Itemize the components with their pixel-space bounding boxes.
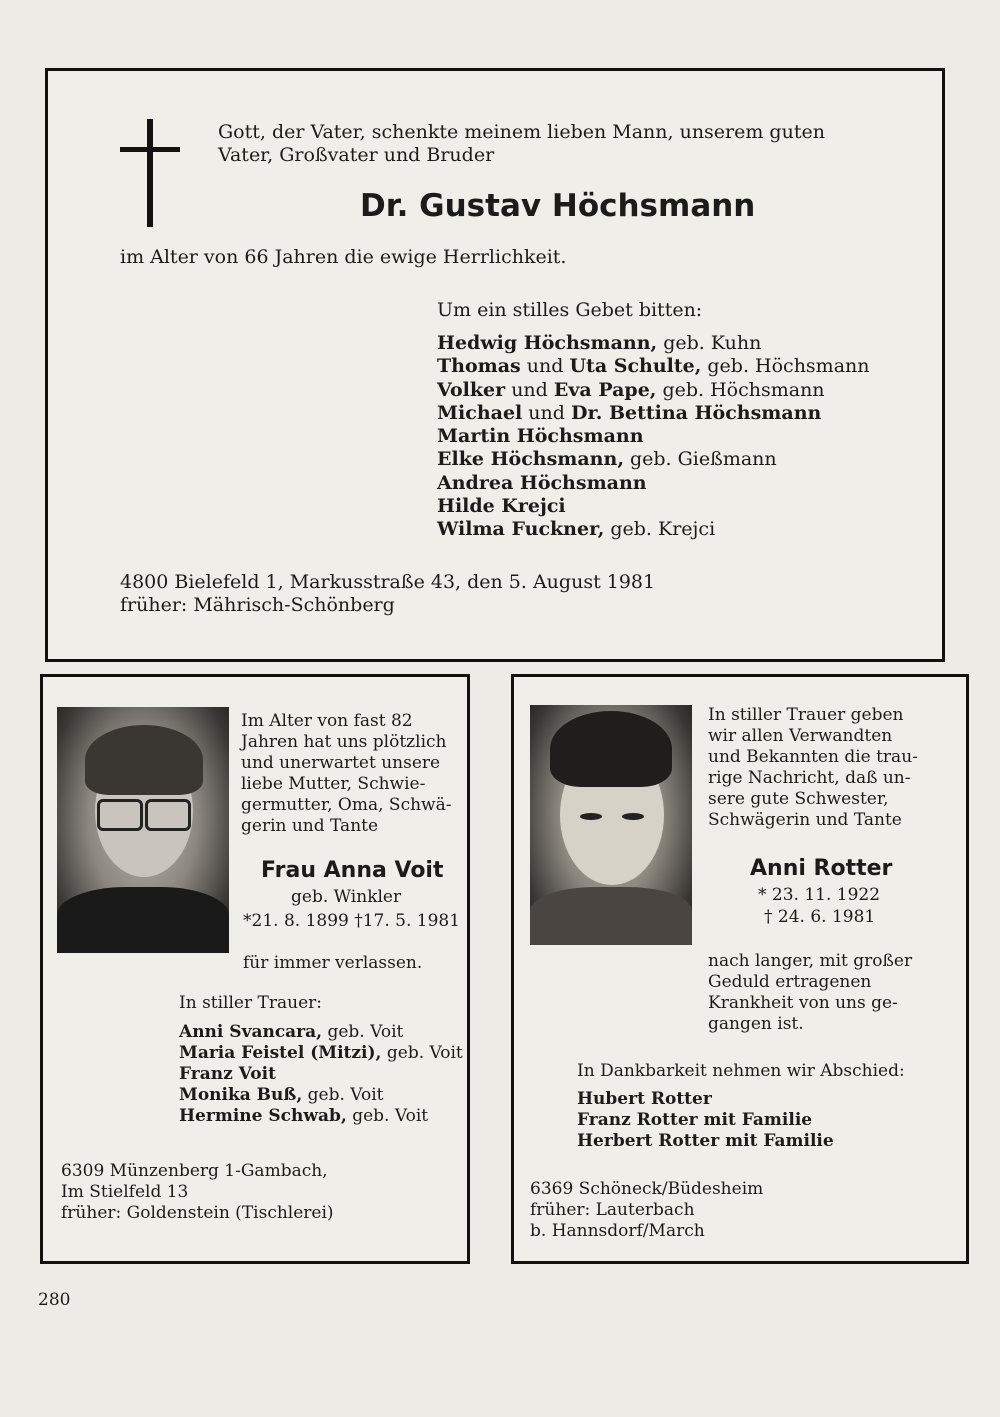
mourner-name: Anni Svancara, [179,1022,323,1042]
mourner-name: Uta Schulte, [569,355,702,378]
mourner-name: Eva Pape, [553,378,657,401]
page-number: 280 [38,1290,71,1310]
intro-line-1: Gott, der Vater, schenkte meinem lieben Mann, unserem guten [218,121,825,143]
mourner [179,1085,463,1106]
maiden-name: geb. Winkler [291,887,402,907]
mourner [437,402,870,425]
mourner-note: und [520,355,570,378]
mourner [437,379,870,402]
after-text: nach langer, mit großer Geduld ertragenen Krankheit von uns ge- gangen ist. [708,951,913,1034]
mourner: Herbert Rotter mit Familie [577,1131,834,1151]
mourner [179,1043,463,1064]
address-line-2: früher: Mährisch-Schönberg [120,594,395,616]
mourner-name: Thomas [437,355,521,378]
mourner-name: Elke Höchsmann, [437,448,624,471]
death-date: † 24. 6. 1981 [764,907,876,927]
mourner-note: geb. Gießmann [623,448,777,471]
notice-text: Im Alter von fast 82 Jahren hat uns plötzlich und unerwartet unsere liebe Mutter, Schwie- germutter, Oma, Schwä- gerin und Tante [241,711,452,836]
mourner-note: geb. Höchsmann [656,378,825,401]
mourner-note: geb. Höchsmann [701,355,870,378]
mourner [179,1064,463,1085]
birth-date: * 23. 11. 1922 [758,885,881,905]
mourner-note: und [522,401,571,424]
address: 6309 Münzenberg 1-Gambach, Im Stielfeld 13 früher: Goldenstein (Tischlerei) [61,1161,334,1223]
mourner-name: Hedwig Höchsmann, [437,332,658,354]
mourner-name: Monika Buß, [179,1085,303,1105]
mourner-name: Franz Voit [179,1064,276,1084]
intro-line-2: Vater, Großvater und Bruder [218,144,495,166]
mourner [179,1106,463,1127]
mourner-note: geb. Voit [322,1022,404,1042]
mourner-name: Hermine Schwab, [179,1106,347,1126]
mourner-list [179,1022,463,1127]
mourner-name: Volker [437,378,506,401]
left-obituary [40,674,470,1264]
mourner-name: Hilde Krejci [437,495,566,518]
mourner-name: Martin Höchsmann [437,425,644,448]
age-line: im Alter von 66 Jahren die ewige Herrlichkeit. [120,246,567,268]
mourner-name: Michael [437,401,523,424]
mourner [437,332,870,355]
address: 6369 Schöneck/Büdesheim früher: Lauterbach b. Hannsdorf/March [530,1179,764,1241]
mourner-note: geb. Voit [381,1043,463,1063]
mourner [437,355,870,378]
cross-icon [120,119,180,227]
portrait-photo [530,705,692,945]
farewell-heading: In Dankbarkeit nehmen wir Abschied: [577,1061,905,1081]
mourner [179,1022,463,1043]
portrait-photo [57,707,229,953]
mourner-name: Wilma Fuckner, [437,518,605,541]
mourner [437,495,870,518]
mourning-heading: In stiller Trauer: [179,993,322,1013]
right-obituary [511,674,969,1264]
mourner: Franz Rotter mit Familie [577,1110,813,1130]
mourner [437,518,870,541]
deceased-name: Anni Rotter [750,856,893,881]
mourner-note: geb. Voit [302,1085,384,1105]
mourner [437,425,870,448]
mourner-note: geb. Krejci [604,518,716,541]
main-obituary [45,68,945,662]
mourner-name: Dr. Bettina Höchsmann [570,401,822,424]
mourner-list [437,332,870,542]
mourner-name: Maria Feistel (Mitzi), [179,1043,382,1063]
mourner [437,472,870,495]
deceased-name: Frau Anna Voit [261,858,444,883]
prayer-request: Um ein stilles Gebet bitten: [437,299,703,321]
mourner-note: geb. Voit [346,1106,429,1126]
closing-text: für immer verlassen. [243,953,423,973]
mourner-list [577,1089,834,1152]
life-dates: *21. 8. 1899 †17. 5. 1981 [243,911,461,931]
address-line-1: 4800 Bielefeld 1, Markusstraße 43, den 5. August 1981 [120,571,656,593]
mourner-note: geb. Kuhn [657,332,762,354]
mourner [437,448,870,471]
mourner-note: und [505,378,554,401]
mourner: Hubert Rotter [577,1089,712,1109]
notice-text: In stiller Trauer geben wir allen Verwandten und Bekannten die trau- rige Nachricht, daß un- sere gute Schwester, Schwägerin und Tante [708,705,918,830]
deceased-name: Dr. Gustav Höchsmann [360,188,756,224]
mourner-name: Andrea Höchsmann [437,471,647,494]
